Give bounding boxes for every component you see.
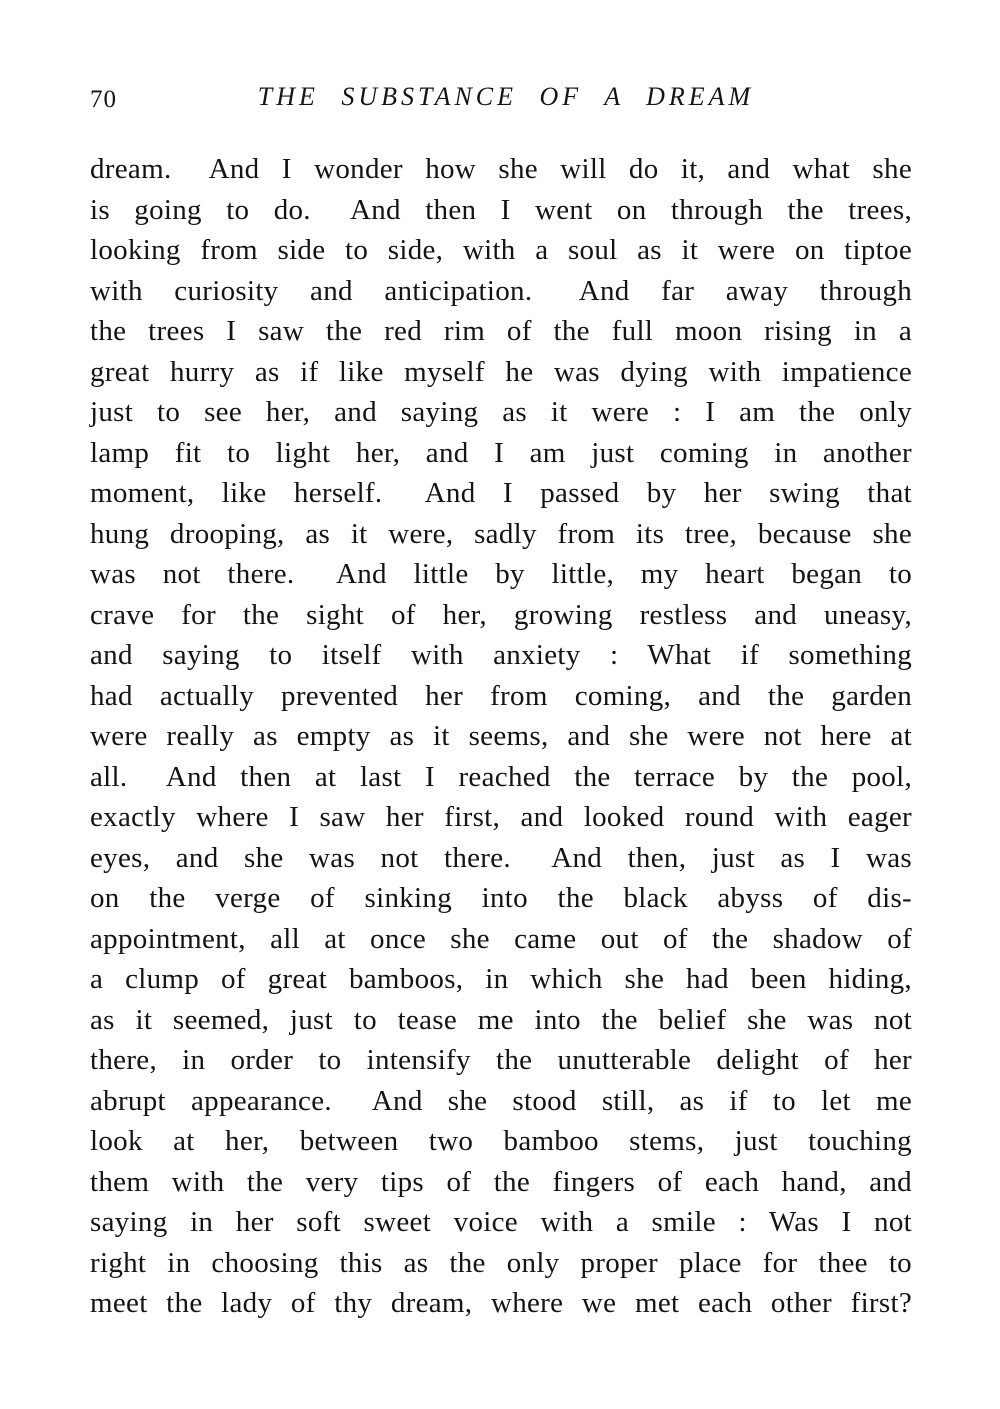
text-line: is going to do. And then I went on through the trees, bbox=[90, 193, 912, 226]
text-line: and saying to itself with anxiety : What if something bbox=[90, 639, 912, 671]
text-line: with curiosity and anticipation. And far away through bbox=[90, 274, 912, 307]
text-line: meet the lady of thy dream, where we met each other first? bbox=[90, 1287, 912, 1319]
text-line: there, in order to intensify the unutterable delight of her bbox=[90, 1044, 912, 1076]
body-text bbox=[90, 149, 912, 1324]
text-line: right in choosing this as the only proper place for thee to bbox=[90, 1246, 912, 1279]
text-line: as it seemed, just to tease me into the belief she was not bbox=[90, 1003, 912, 1036]
text-line: lamp fit to light her, and I am just coming in another bbox=[90, 436, 912, 469]
text-line: on the verge of sinking into the black abyss of dis- bbox=[90, 882, 912, 914]
text-line: them with the very tips of the fingers of each hand, and bbox=[90, 1165, 912, 1198]
text-line: were really as empty as it seems, and she were not here at bbox=[90, 720, 912, 752]
text-line: appointment, all at once she came out of the shadow of bbox=[90, 922, 912, 955]
text-line: abrupt appearance. And she stood still, as if to let me bbox=[90, 1084, 912, 1117]
text-line: eyes, and she was not there. And then, just as I was bbox=[90, 841, 912, 874]
text-line: had actually prevented her from coming, and the garden bbox=[90, 679, 912, 712]
page-number: 70 bbox=[90, 86, 117, 113]
text-line: saying in her soft sweet voice with a smile : Was I not bbox=[90, 1206, 912, 1238]
text-line: crave for the sight of her, growing restless and uneasy, bbox=[90, 598, 912, 631]
text-line: exactly where I saw her first, and looked round with eager bbox=[90, 801, 912, 833]
text-line: a clump of great bamboos, in which she had been hiding, bbox=[90, 963, 912, 995]
text-line: look at her, between two bamboo stems, just touching bbox=[90, 1125, 912, 1157]
running-head bbox=[90, 82, 912, 118]
text-line: was not there. And little by little, my heart began to bbox=[90, 558, 912, 590]
text-line: dream. And I wonder how she will do it, and what she bbox=[90, 153, 912, 185]
text-line: just to see her, and saying as it were : I am the only bbox=[90, 396, 912, 428]
text-line: hung drooping, as it were, sadly from its tree, because she bbox=[90, 517, 912, 550]
text-line: the trees I saw the red rim of the full moon rising in a bbox=[90, 315, 912, 347]
text-line: great hurry as if like myself he was dying with impatience bbox=[90, 355, 912, 388]
running-title: THE SUBSTANCE OF A DREAM bbox=[257, 82, 755, 111]
text-line: moment, like herself. And I passed by her swing that bbox=[90, 477, 912, 509]
text-line: looking from side to side, with a soul as it were on tiptoe bbox=[90, 234, 912, 266]
text-line: all. And then at last I reached the terrace by the pool, bbox=[90, 760, 912, 793]
